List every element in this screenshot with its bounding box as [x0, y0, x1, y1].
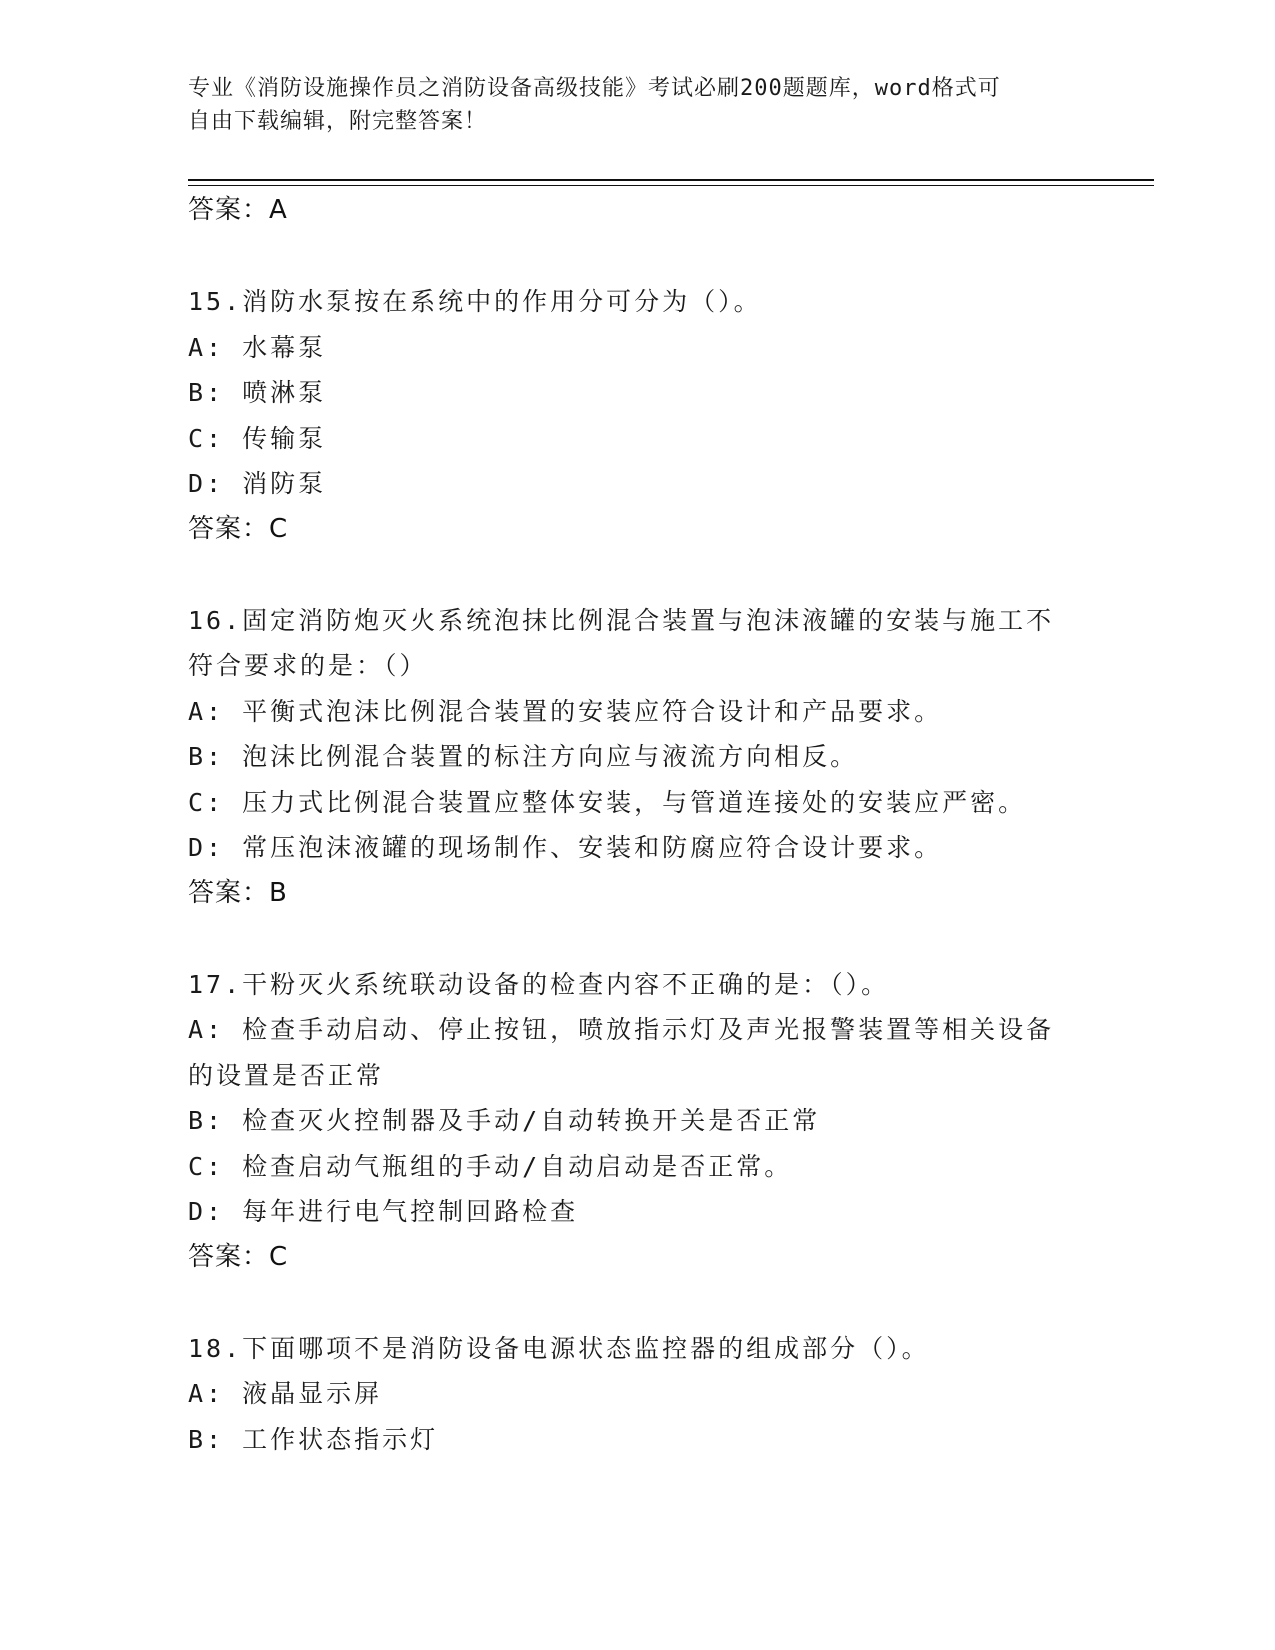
option-d: D: 每年进行电气控制回路检查: [188, 1197, 579, 1226]
option-b: B: 泡沫比例混合装置的标注方向应与液流方向相反。: [188, 742, 859, 771]
question-block: [188, 279, 1088, 552]
question-stem: 18.下面哪项不是消防设备电源状态监控器的组成部分（）。: [188, 1333, 930, 1363]
question-block: [188, 962, 1088, 1281]
option-a: A: 液晶显示屏: [188, 1379, 383, 1408]
answer-line: 答案：C: [188, 1241, 289, 1272]
answer-line: 答案：C: [188, 513, 289, 544]
option-b: B: 工作状态指示灯: [188, 1424, 439, 1454]
spacer: [188, 234, 1088, 280]
option-a-line-1: A: 检查手动启动、停止按钮，喷放指示灯及声光报警装置等相关设备: [188, 1015, 1055, 1044]
header-rule-thin: [188, 185, 1154, 186]
question-block: [188, 598, 1088, 917]
option-d: D: 消防泵: [188, 469, 327, 498]
option-a: A: 水幕泵: [188, 332, 327, 362]
question-list: [188, 188, 1088, 1462]
option-d: D: 常压泡沫液罐的现场制作、安装和防腐应符合设计要求。: [188, 833, 943, 862]
option-c: C: 压力式比例混合装置应整体安装，与管道连接处的安装应严密。: [188, 787, 1027, 817]
spacer: [188, 916, 1088, 962]
question-stem-line-2: 符合要求的是：（）: [188, 651, 428, 680]
option-b: B: 检查灭火控制器及手动/自动转换开关是否正常: [188, 1106, 821, 1135]
option-b: B: 喷淋泵: [188, 378, 327, 407]
spacer: [188, 1280, 1088, 1326]
option-c: C: 检查启动气瓶组的手动/自动启动是否正常。: [188, 1151, 793, 1181]
question-stem: 15.消防水泵按在系统中的作用分可分为（）。: [188, 287, 762, 316]
spacer: [188, 552, 1088, 598]
page-header: [188, 72, 1088, 138]
option-c: C: 传输泵: [188, 423, 327, 453]
question-block: [188, 1326, 1088, 1463]
question-stem: 17.干粉灭火系统联动设备的检查内容不正确的是：（）。: [188, 969, 890, 999]
header-line-2: 自由下载编辑，附完整答案！: [188, 109, 488, 134]
question-stem-line-1: 16.固定消防炮灭火系统泡抹比例混合装置与泡沫液罐的安装与施工不: [188, 605, 1055, 635]
answer-line: 答案：B: [188, 877, 288, 908]
header-line-1: 专业《消防设施操作员之消防设备高级技能》考试必刷200题题库，word格式可: [188, 76, 1001, 101]
option-a-line-2: 的设置是否正常: [188, 1060, 385, 1090]
answer-line: 答案：A: [188, 195, 288, 225]
option-a: A: 平衡式泡沫比例混合装置的安装应符合设计和产品要求。: [188, 696, 943, 726]
header-rule-thick: [188, 179, 1154, 181]
